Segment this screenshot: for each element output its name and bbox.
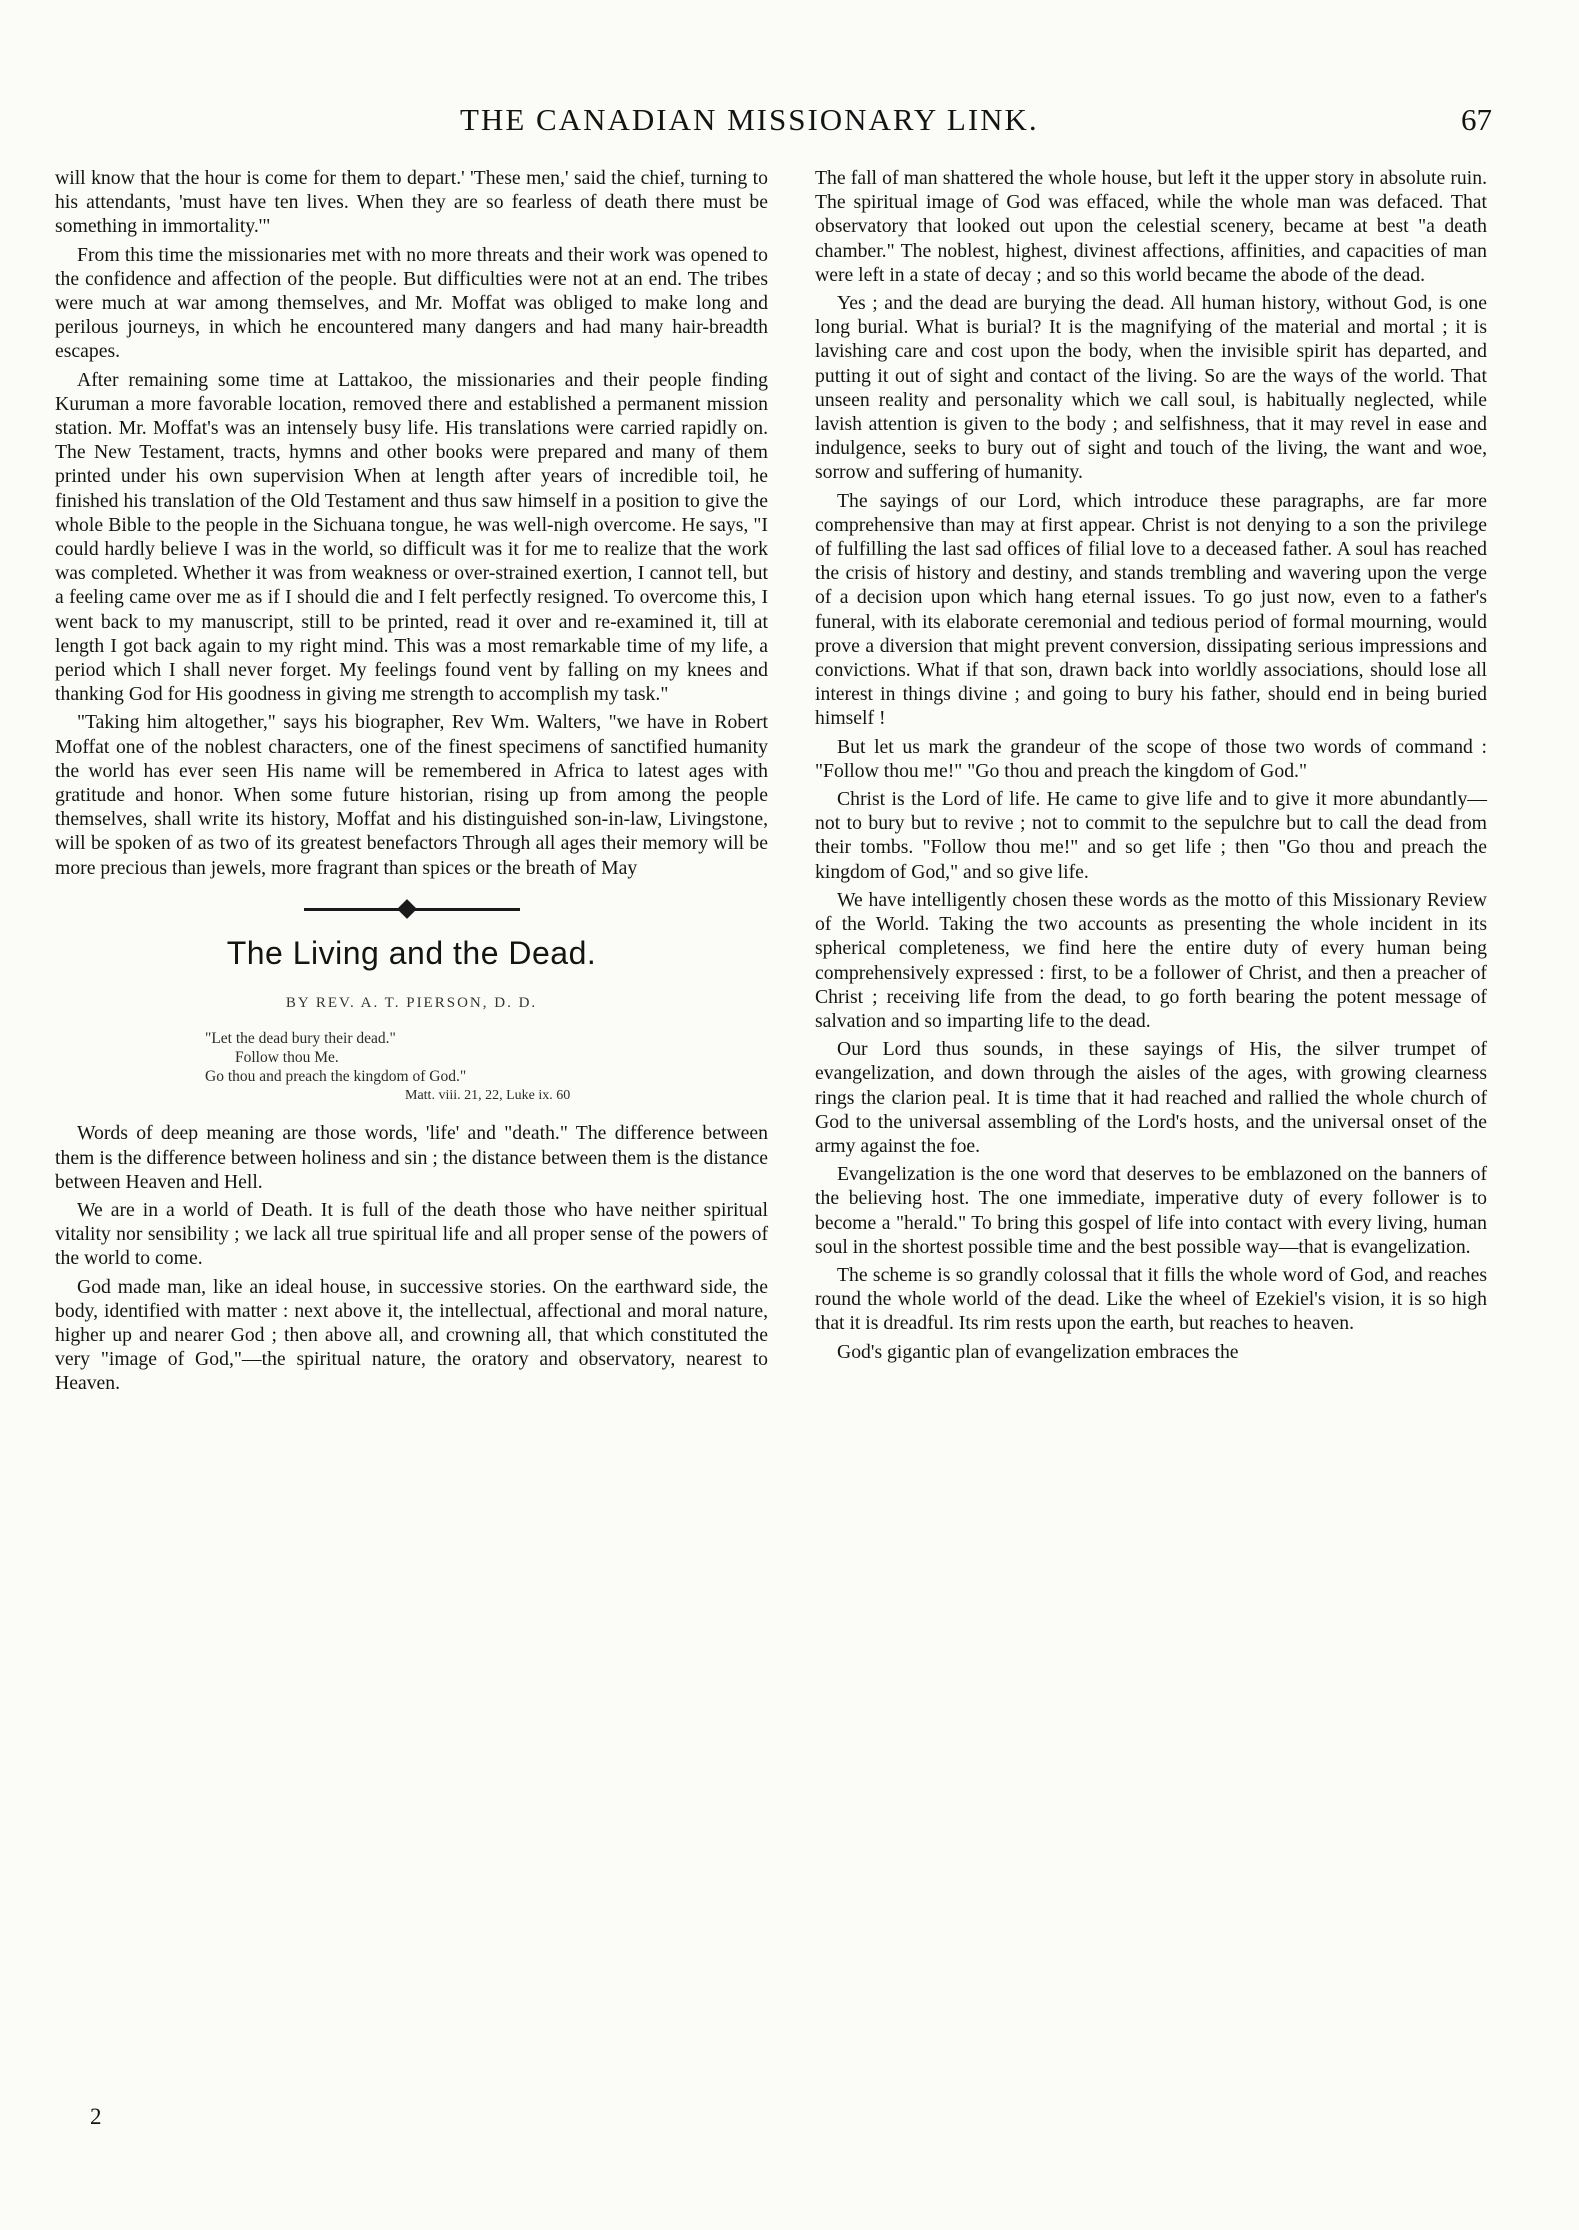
paragraph: After remaining some time at Lattakoo, the missionaries and their people finding Kuruman a more favorable location, removed there and established a permanent mission station. Mr. Moffat's was an intensely busy life. His translations were carried rapidly on. The New Testament, tracts, hymns and other books were prepared and many of them printed under his own supervision When at length after years of incredible toil, he finished his translation of the Old Testament and thus saw himself in a position to give the whole Bible to the people in the Sichuana tongue, he was well-nigh overcome. He says, "I could hardly believe I was in the world, so difficult was it for me to realize that the work was completed. Whether it was from weakness or over-strained exertion, I cannot tell, but a feeling came over me as if I should die and I felt perfectly resigned. To overcome this, I went back to my manuscript, still to be printed, read it over and re-examined it, till at length I got back again to my right mind. This was a most remarkable time of my life, a period which I shall never forget. My feelings found vent by falling on my knees and thanking God for His goodness in giving me strength to accomplish my task." bbox=[55, 368, 768, 706]
paragraph: "Taking him altogether," says his biographer, Rev Wm. Walters, "we have in Robert Moffat one of the noblest characters, one of the finest specimens of sanctified humanity the world has ever seen His name will be remembered in Africa to latest ages with gratitude and honor. When some future historian, rising up from among the people themselves, shall write its history, Moffat and his distinguished son-in-law, Livingstone, will be spoken of as two of its greatest benefactors Through all ages their memory will be more precious than jewels, more fragrant than spices or the breath of May bbox=[55, 711, 768, 879]
paragraph: Words of deep meaning are those words, 'life' and "death." The difference between them is the difference between holiness and sin ; the distance between them is the distance between Heaven and Hell. bbox=[55, 1122, 768, 1193]
epigraph-line: Follow thou Me. bbox=[235, 1049, 339, 1067]
page-header bbox=[52, 102, 1492, 142]
epigraph-reference: Matt. viii. 21, 22, Luke ix. 60 bbox=[405, 1088, 571, 1104]
paragraph: But let us mark the grandeur of the scope of those two words of command : "Follow thou me!" "Go thou and preach the kingdom of God." bbox=[815, 735, 1487, 782]
section-divider bbox=[304, 908, 520, 911]
paragraph: The sayings of our Lord, which introduce these paragraphs, are far more comprehensive than may at first appear. Christ is not denying to a son the privilege of fulfilling the last sad offices of filial love to a deceased father. A soul has reached the crisis of history and destiny, and stands trembling and wavering upon the verge of a decision upon which hang eternal issues. To go just now, even to a father's funeral, with its elaborate ceremonial and tedious period of formal mourning, would prove a diversion that might prevent conversion, dissipating serious impressions and convictions. What if that son, drawn back into worldly associations, should lose all interest in things divine ; and going to bury his father, should end in being buried himself ! bbox=[815, 489, 1487, 730]
right-column bbox=[815, 166, 1487, 1368]
paragraph: Christ is the Lord of life. He came to give life and to give it more abundantly—not to bury but to revive ; not to commit to the sepulchre but to call the dead from their tombs. "Follow thou me!" and so get life ; then "Go thou and preach the kingdom of God," and so give life. bbox=[815, 788, 1487, 883]
signature-mark: 2 bbox=[90, 2104, 102, 2129]
paragraph: Yes ; and the dead are burying the dead. All human history, without God, is one long burial. What is burial? It is the magnifying of the material and mortal ; it is lavishing care and cost upon the body, when the invisible spirit has departed, and putting it out of sight and contact of the living. So are the ways of the world. That unseen reality and personality which we call soul, is habitually neglected, while lavish attention is given to the body ; and selfishness, that it may revel in ease and indulgence, seeks to bury out of sight and touch of the living, the want and woe, sorrow and suffering of humanity. bbox=[815, 292, 1487, 484]
paragraph: From this time the missionaries met with no more threats and their work was opened to the confidence and affection of the people. But difficulties were not at an end. The tribes were much at war among themselves, and Mr. Moffat was obliged to make long and perilous journeys, in which he encountered many dangers and had many hair-breadth escapes. bbox=[55, 243, 768, 363]
running-title: THE CANADIAN MISSIONARY LINK. bbox=[460, 102, 1039, 137]
left-column bbox=[55, 166, 768, 1400]
paragraph: We have intelligently chosen these words as the motto of this Missionary Review of the World. Taking the two accounts as presenting the whole incident in its spherical completeness, we find here the entire duty of every human being comprehensively expressed : first, to be a follower of Christ, and then a preacher of Christ ; receiving life from the dead, to go forth bearing the potent message of salvation and so imparting life to the dead. bbox=[815, 888, 1487, 1032]
paragraph: Our Lord thus sounds, in these sayings of His, the silver trumpet of evangelization, and down through the aisles of the ages, with growing clearness rings the clarion peal. It is time that it had reached and rallied the whole church of God to the universal assembling of the Lord's hosts, and the universal onset of the army against the foe. bbox=[815, 1038, 1487, 1157]
epigraph bbox=[205, 1029, 768, 1105]
paragraph: will know that the hour is come for them to depart.' 'These men,' said the chief, turning to his attendants, 'must have ten lives. When they are so fearless of death there must be something in immortality.'" bbox=[55, 167, 768, 238]
epigraph-line: "Let the dead bury their dead." bbox=[205, 1030, 396, 1048]
paragraph: We are in a world of Death. It is full of the death those who have neither spiritual vitality nor sensibility ; we lack all true spiritual life and all proper sense of the powers of the world to come. bbox=[55, 1198, 768, 1270]
paragraph: God's gigantic plan of evangelization embraces the bbox=[837, 1340, 1239, 1363]
page-number: 67 bbox=[1461, 102, 1492, 137]
byline: BY REV. A. T. PIERSON, D. D. bbox=[285, 995, 538, 1012]
article-title: The Living and the Dead. bbox=[226, 934, 597, 971]
paragraph: Evangelization is the one word that deserves to be emblazoned on the banners of the believing host. The one immediate, imperative duty of every follower is to become a "herald." To bring this gospel of life into contact with every living, human soul in the shortest possible time and the best possible way—that is evangelization. bbox=[815, 1163, 1487, 1258]
paragraph: The scheme is so grandly colossal that it fills the whole word of God, and reaches round the whole world of the dead. Like the wheel of Ezekiel's vision, it is so high that it is dreadful. Its rim rests upon the earth, but reaches to heaven. bbox=[815, 1263, 1487, 1335]
paragraph: God made man, like an ideal house, in successive stories. On the earthward side, the body, identified with matter : next above it, the intellectual, affectional and moral nature, higher up and nearer God ; then above all, and crowning all, that which constituted the very "image of God,"—the spiritual nature, the oratory and observatory, nearest to Heaven. bbox=[55, 1275, 768, 1395]
diamond-ornament-icon bbox=[397, 899, 417, 919]
paragraph: The fall of man shattered the whole house, but left it the upper story in absolute ruin. The spiritual image of God was effaced, while the whole man was defaced. That observatory that looked out upon the celestial scenery, became at best "a death chamber." The noblest, highest, divinest affections, affinities, and capacities of man were left in a state of decay ; and so this world became the abode of the dead. bbox=[815, 167, 1487, 286]
epigraph-line: Go thou and preach the kingdom of God." bbox=[205, 1068, 467, 1086]
